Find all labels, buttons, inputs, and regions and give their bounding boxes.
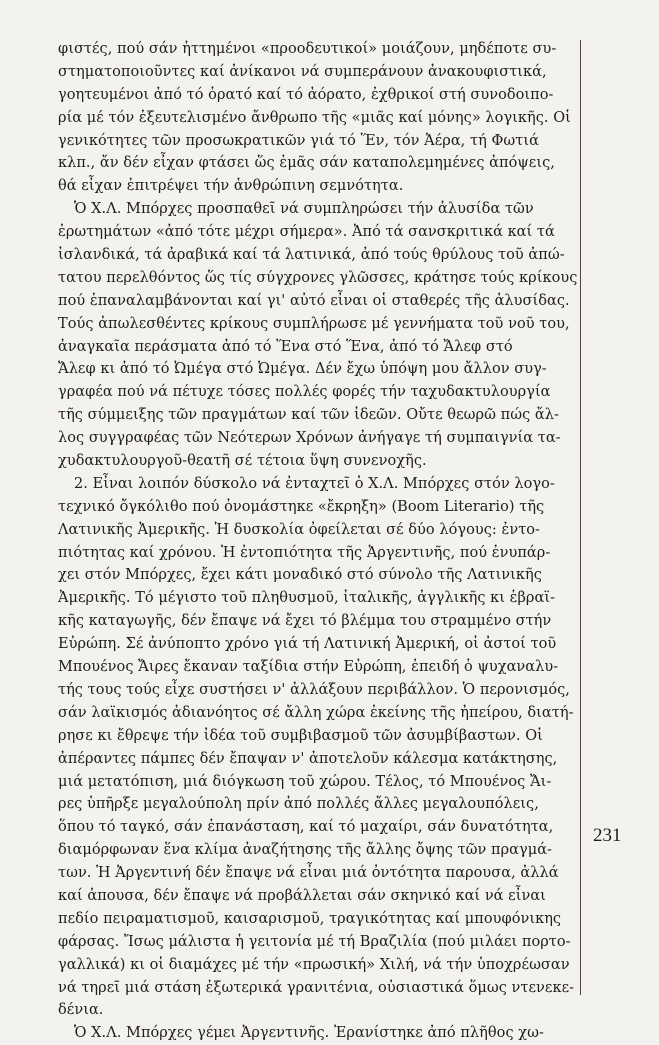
margin-rule [580, 40, 581, 995]
text-line: πεδίο πειραματισμοῦ, καισαρισμοῦ, τραγικότητας καί μπουφόνικης [58, 910, 562, 927]
text-line: τής τους τούς εἶχε συστήσει ν' ἀλλάξουν περιβάλλον. Ὁ περονισμός, [58, 681, 570, 698]
text-line: φάρσας. Ἴσως μάλιστα ἡ γειτονία μέ τή Βραζιλία (πού μιλάει πορτο- [58, 933, 571, 950]
text-line: πού ἐπαναλαμβάνονται καί γι' αὐτό εἶναι οἱ σταθερές τῆς ἁλυσίδας. [58, 292, 570, 309]
paragraph-start-line: 2. Εἶναι λοιπόν δύσκολο νά ἐνταχτεῖ ὁ Χ.Λ. Μπόρχες στόν λογο- [74, 475, 555, 492]
text-line: των. Ἡ Ἀργεντινή δέν ἔπαψε νά εἶναι μιά ὀντότητα παρουσα, ἀλλά [58, 865, 559, 882]
text-line: ἀπέραντες πάμπες δέν ἔπαψαν ν' ἀποτελοῦν κάλεσμα κατάκτησης, [58, 750, 558, 767]
text-line: γενικότητες τῶν προσωκρατικῶν γιά τό Ἕν, τόν Ἀέρα, τή Φωτιά [58, 132, 539, 149]
text-line: στηματοποιοῦντες καί ἀνίκανοι νά συμπεράνουν ἀνακουφιστικά, [58, 63, 547, 80]
text-line: τεχνικό ὄγκόλιθο πού ὀνομάστηκε «ἔκρηξη» (Boom Literario) τῆς [58, 498, 545, 515]
text-line: γοητευμένοι ἀπό τό ὁρατό καί τό ἀόρατο, ἐχθρικοί στή συνοδοιπο- [58, 86, 554, 103]
text-line: Εὐρώπη. Σέ ἀνύποπτο χρόνο γιά τή Λατινική Ἀμερική, οἱ ἀστοί τοῦ [58, 636, 557, 653]
text-line: χει στόν Μπόρχες, ἔχει κάτι μοναδικό στό σύνολο τῆς Λατινικῆς [58, 567, 542, 584]
text-line: θά εἶχαν ἐπιτρέψει τήν ἀνθρώπινη σεμνότητα. [58, 178, 404, 195]
text-line: μιά μετατόπιση, μιά διόγκωση τοῦ χώρου. Τέλος, τό Μπουένος Ἄι- [58, 773, 552, 790]
text-line: χυδακτυλουργοῦ-θεατῆ σέ τέτοια ὕψη συνενοχῆς. [58, 453, 427, 470]
page-number: 231 [593, 825, 622, 846]
text-line: πιότητας καί χρόνου. Ἡ ἐντοπιότητα τῆς Ἀργεντινῆς, πού ἐνυπάρ- [58, 544, 551, 561]
text-line: ὅπου τό ταγκό, σάν ἐπανάσταση, καί τό μαχαίρι, σάν δυνατότητα, [58, 819, 554, 836]
text-line: κῆς καταγωγῆς, δέν ἔπαψε νά ἔχει τό βλέμμα του στραμμένο στήν [58, 613, 552, 630]
text-line: Μπουένος Ἄιρες ἔκαναν ταξίδια στήν Εὐρώπη, ἐπειδή ὁ ψυχαναλυ- [58, 659, 559, 676]
text-line: ἐρωτημάτων «ἀπό τότε μέχρι σήμερα». Ἀπό τά σανσκριτικά καί τά [58, 224, 555, 241]
text-line: φιστές, πού σάν ἡττημένοι «προοδευτικοί» μοιάζουν, μηδέποτε συ- [58, 41, 557, 57]
text-line: Ἀμερικῆς. Τό μέγιστο τοῦ πληθυσμοῦ, ἰταλικῆς, ἀγγλικῆς κι ἑβραϊ- [58, 590, 556, 607]
text-line: δένια. [58, 1002, 104, 1019]
text-line: κλπ., ἄν δέν εἶχαν φτάσει ὥς ἐμᾶς σάν καταπολεμημένες ἀπόψεις, [58, 155, 555, 172]
text-line: ρησε κι ἔθρεψε τήν ἰδέα τοῦ συμβιβασμοῦ τῶν ἀσυμβίβαστων. Οἱ [58, 727, 543, 744]
text-line: γραφέα πού νά πέτυχε τόσες πολλές φορές τήν ταχυδακτυλουργία [58, 384, 551, 401]
paragraph-start-line: Ὁ Χ.Λ. Μπόρχες γέμει Ἀργεντινῆς. Ἐρανίστηκε ἀπό πλῆθος χω- [74, 1025, 544, 1042]
text-line: ρία μέ τόν ἐξευτελισμένο ἄνθρωπο τῆς «μιᾶς καί μόνης» λογικῆς. Οἱ [58, 109, 571, 126]
text-line: Τούς ἀπωλεσθέντες κρίκους συμπλήρωσε μέ γεννήματα τοῦ νοῦ του, [58, 315, 570, 332]
text-line: διαμόρφωναν ἕνα κλίμα ἀναζήτησης τῆς ἄλλης ὄψης τῶν πραγμά- [58, 842, 553, 859]
text-line: Λατινικῆς Ἀμερικῆς. Ἡ δυσκολία ὀφείλεται σέ δύο λόγους: ἐντο- [58, 521, 540, 538]
text-line: καί ἀπουσα, δέν ἔπαψε νά προβάλλεται σάν σκηνικό καί νά εἶναι [58, 887, 546, 904]
text-line: ἰσλανδικά, τά ἀραβικά καί τά λατινικά, ἀπό τούς θρύλους τοῦ ἀπώ- [58, 247, 565, 264]
text-line: ρες ὑπῆρξε μεγαλούπολη πρίν ἀπό πολλές ἄλλες μεγαλουπόλεις, [58, 796, 539, 813]
text-line: τῆς σύμμειξης τῶν πραγμάτων καί τῶν ἰδεῶν. Οὔτε θεωρῶ πώς ἄλ- [58, 407, 559, 424]
text-line: γαλλικά) κι οἱ διαμάχες μέ τήν «πρωσική» Χιλή, νά τήν ὑποχρέωσαν [58, 956, 570, 973]
text-line: ἀναγκαῖα περάσματα ἀπό τό Ἕνα στό Ἕνα, ἀπό τό Ἄλεφ στό [58, 338, 513, 355]
paragraph-start-line: Ὁ Χ.Λ. Μπόρχες προσπαθεῖ νά συμπληρώσει τήν ἁλυσίδα τῶν [74, 201, 534, 218]
text-line: νά τηρεῖ μιά στάση ἐξωτερικά γρανιτένια, οὐσιαστικά ὅμως ντενεκε- [58, 979, 575, 996]
text-line: Ἄλεφ κι ἀπό τό Ὠμέγα στό Ὠμέγα. Δέν ἔχω ὑπόψη μου ἄλλον συγ- [58, 361, 547, 378]
text-line: σάν λαϊκισμός ἀδιανόητος σέ ἄλλη χώρα ἐκείνης τῆς ἠπείρου, διατή- [58, 704, 574, 721]
text-line: τατου περελθόντος ὥς τίς σύγχρονες γλῶσσες, κράτησε τούς κρίκους [58, 269, 578, 286]
text-line: λος συγγραφέας τῶν Νεότερων Χρόνων ἀνήγαγε τή συμπαιγνία τα- [58, 430, 561, 447]
body-text [58, 38, 578, 1045]
